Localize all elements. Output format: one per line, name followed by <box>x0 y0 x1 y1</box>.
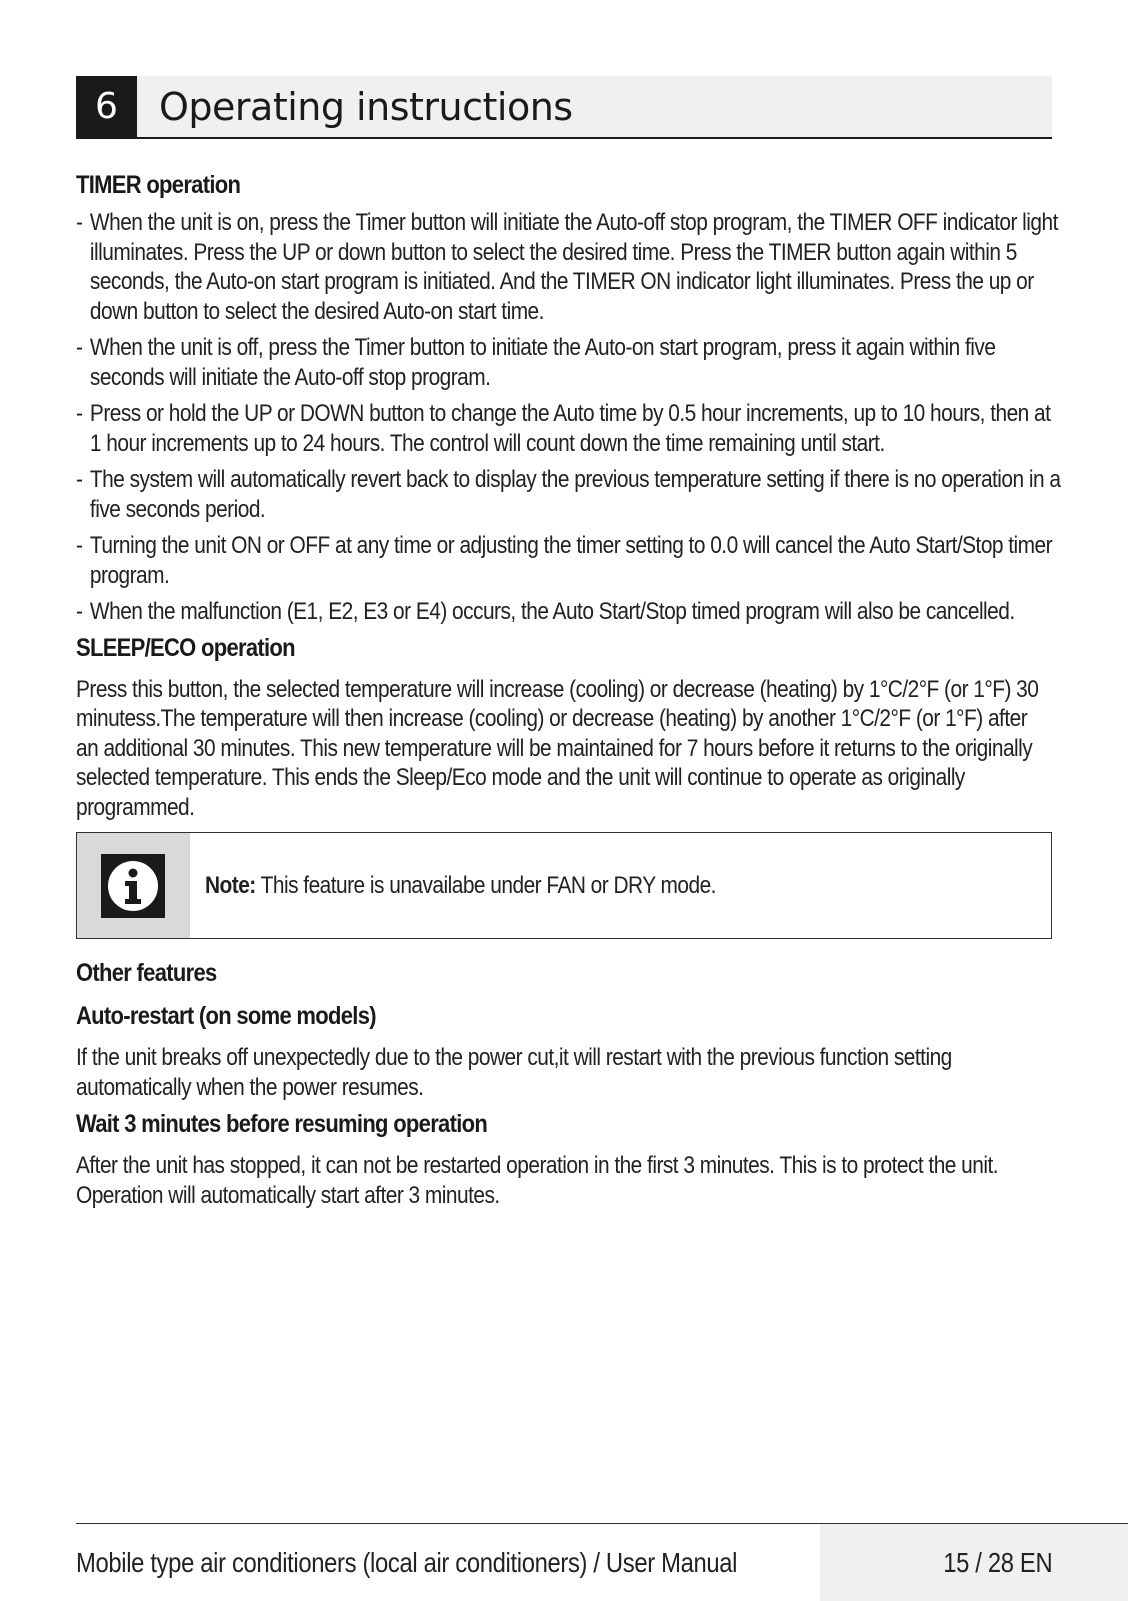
list-item: - The system will automatically revert back to display the previous temperature setting if there is no operation in a five seconds period. <box>76 465 1066 524</box>
list-item: - When the unit is off, press the Timer button to initiate the Auto-on start program, press it again within five seconds will initiate the Auto-off stop program. <box>76 333 1066 392</box>
sleep-heading: SLEEP/ECO operation <box>76 633 295 662</box>
autorestart-heading: Auto-restart (on some models) <box>76 1002 376 1030</box>
chapter-title: Operating instructions <box>159 84 573 129</box>
chapter-header <box>76 76 1052 139</box>
info-icon <box>101 854 165 918</box>
list-item: - When the malfunction (E1, E2, E3 or E4) occurs, the Auto Start/Stop timed program will also be cancelled. <box>76 597 1066 627</box>
note-label: Note: <box>205 871 256 899</box>
page-content <box>76 76 1061 1210</box>
note-text: Note: This feature is unavailabe under FAN or DRY mode. <box>205 871 716 899</box>
autorestart-text: If the unit breaks off unexpectedly due to the power cut,it will restart with the previous function setting automatically when the power resumes. <box>76 1044 952 1101</box>
wait-heading: Wait 3 minutes before resuming operation <box>76 1110 488 1138</box>
timer-heading: TIMER operation <box>76 171 241 199</box>
list-item: - Turning the unit ON or OFF at any time or adjusting the timer setting to 0.0 will cancel the Auto Start/Stop timer program. <box>76 531 1066 590</box>
note-box <box>76 832 1052 939</box>
chapter-number: 6 <box>76 76 137 137</box>
footer-title: Mobile type air conditioners (local air conditioners) / User Manual <box>76 1547 738 1578</box>
other-heading: Other features <box>76 959 217 987</box>
list-item: - Press or hold the UP or DOWN button to change the Auto time by 0.5 hour increments, up to 10 hours, then at 1 hour increments up to 24 hours. The control will count down the time remaining until start. <box>76 399 1066 458</box>
sleep-text: Press this button, the selected temperature will increase (cooling) or decrease (heating) by 1°C/2°F (or 1°F) 30 minutess.The temperature will then increase (cooling) or decrease (heating) by another 1°C/2°F (or 1°F) after an additional 30 minutes. This new temperature will be maintained for 7 hours before it returns to the originally selected temperature. This ends the Sleep/Eco mode and the unit will continue to operate as originally programmed. <box>76 675 1039 821</box>
list-item: - When the unit is on, press the Timer button will initiate the Auto-off stop program, the TIMER OFF indicator light illuminates. Press the UP or down button to select the desired time. Press the TIMER button again within 5 seconds, the Auto-on start program is initiated. And the TIMER ON indicator light illuminates. Press the up or down button to select the desired Auto-on start time. <box>76 208 1066 326</box>
footer-page-number: 15 / 28 EN <box>942 1547 1052 1578</box>
timer-list <box>76 208 1061 627</box>
wait-text: After the unit has stopped, it can not be restarted operation in the first 3 minutes. This is to protect the unit. Operation will automatically start after 3 minutes. <box>76 1152 999 1209</box>
